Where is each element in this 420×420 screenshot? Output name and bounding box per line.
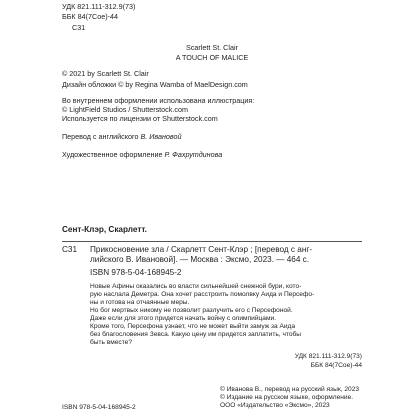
card-line: лийского В. Ивановой]. — Москва : Эксмо, 2023. — 464 с. [90,255,310,264]
illustration-line: © LightField Studios / Shutterstock.com [62,105,188,114]
copyright-line: © Иванова В., перевод на русский язык, 2023 [220,386,360,393]
translator-name: В. Ивановой [140,132,182,141]
udk-code: УДК 821.111-312.9(73) [62,2,136,11]
copyright-line: © Издание на русском языке, оформление. [220,394,354,401]
original-title: A TOUCH OF MALICE [175,53,249,62]
copyright-line: ООО «Издательство «Эксмо», 2023 [220,402,330,409]
cover-design-credit: Дизайн обложки © by Regina Wamba of MaelDesign.com [62,80,248,89]
illustration-line: Используется по лицензии от Shutterstock.com [62,114,218,123]
copyright-author: © 2021 by Scarlett St. Clair [62,69,149,78]
card-line: Прикосновение зла / Скарлетт Сент-Клэр ; [перевод с анг- [90,245,313,254]
annotation-line: без благословения Зевса. Какую цену им придется заплатить, чтобы [90,331,302,338]
copyright-notice [220,386,362,410]
illustration-line: Во внутреннем оформлении использована иллюстрация: [62,96,255,105]
bottom-udk-code: УДК 821.111-312.9(73) [294,353,362,360]
card-divider [62,241,362,242]
annotation-line: рую наслала Деметра. Она хочет расстроить помолвку Аида и Персефо- [90,291,315,298]
translator-label: Перевод с английского [62,132,139,141]
design-credit [62,150,222,159]
design-name: Р. Фахрутдинова [164,150,223,159]
card-heading: Сент-Клэр, Скарлетт. [62,225,147,234]
bottom-isbn: ISBN 978-5-04-168945-2 [62,404,136,411]
annotation-line: Новые Афины оказались во власти сильнейшей снежной бури, кото- [90,283,302,290]
bottom-bbk-code: ББК 84(7Сое)-44 [310,362,362,369]
translator-credit [62,132,182,141]
bbk-code: ББК 84(7Сое)-44 [62,12,118,21]
card-description [90,245,312,265]
card-isbn: ISBN 978-5-04-168945-2 [90,268,182,277]
original-author: Scarlett St. Clair [186,43,238,52]
annotation-line: Кроме того, Персефона узнает, что не может выйти замуж за Аида [90,323,296,330]
author-mark: С31 [72,23,86,32]
annotation-line: Даже если для этого придется начать войну с олимпийцами. [90,315,277,322]
card-author-mark: С31 [62,245,78,254]
design-label: Художественное оформление [62,150,163,159]
annotation [90,283,314,347]
annotation-line: ны и готова на отчаянные меры. [90,299,190,306]
annotation-line: Но бог мертвых никому не позволит разлучить его с Персефоной. [90,307,293,314]
annotation-line: быть вместе? [90,339,133,346]
illustration-credit [62,96,254,123]
